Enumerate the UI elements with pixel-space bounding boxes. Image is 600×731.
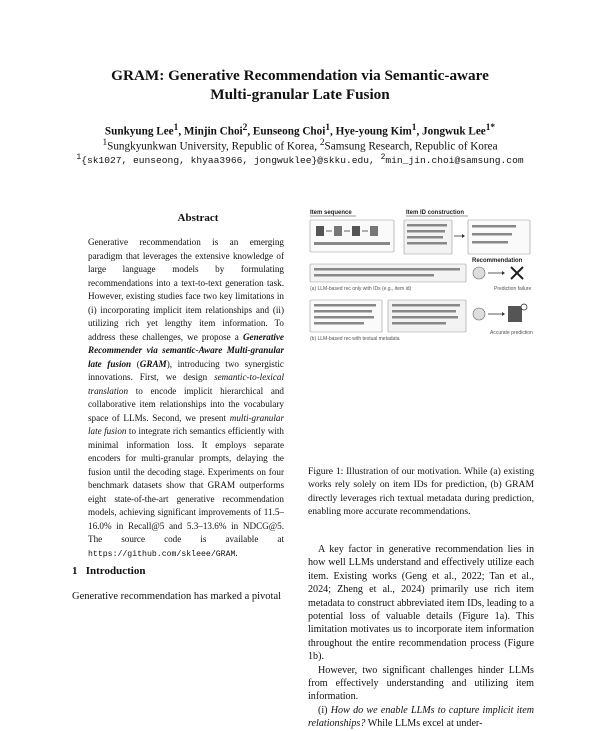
introduction-right-column xyxy=(308,543,534,731)
scribble-text xyxy=(314,322,364,325)
arrow-icon xyxy=(502,271,505,275)
author-affil-sup: 1* xyxy=(485,123,496,133)
author-name: Sunkyung Lee xyxy=(104,125,174,138)
scribble-text xyxy=(472,225,516,228)
arrow-icon xyxy=(462,234,465,238)
abstract-heading: Abstract xyxy=(177,212,219,224)
figure-label-a: (a) LLM-based rec only with IDs (e.g., item id) xyxy=(310,286,412,292)
paper-title-line-1: GRAM: Generative Recommendation via Semantic-aware xyxy=(111,67,489,84)
author-affil-sup: 1 xyxy=(411,123,417,133)
abstract-text: . xyxy=(235,547,238,558)
check-icon xyxy=(521,304,527,310)
scribble-text xyxy=(314,316,374,319)
prompt-box-ids xyxy=(310,264,466,282)
author-name: Jongwuk Lee xyxy=(422,125,486,138)
scribble-text xyxy=(392,322,446,325)
accurate-prediction-label: Accurate prediction xyxy=(490,330,533,336)
product-icon xyxy=(316,226,324,236)
abstract-text: Generative recommendation is an emerging paradigm that leverages the extensive knowledge of large language models by formulating recommendations into a text-to-text generation task. However, existing studies face two key limitations in (i) incorporating implicit item relationships and (ii) utilizing rich yet lengthy item information. To address these challenges, we propose a xyxy=(88,237,284,342)
abstract-text: , introducing two synergistic innovations. First, we design xyxy=(88,358,284,382)
abstract-emphasis: semantic-to-lexical translation xyxy=(88,372,284,396)
scribble-text xyxy=(392,304,460,307)
llm-icon xyxy=(473,308,485,320)
scribble-text xyxy=(407,242,447,245)
section-number: 1 xyxy=(72,565,78,577)
llm-icon xyxy=(473,267,485,279)
paragraph: However, two significant challenges hinder LLMs from effectively understanding and utilizing item information. xyxy=(308,664,534,703)
question-italic: How do we enable LLMs to capture implicit item relationships? xyxy=(308,704,534,730)
author-affil-sup: 2 xyxy=(242,123,248,133)
author-name: Minjin Choi xyxy=(183,125,243,138)
scribble-text xyxy=(392,316,458,319)
gram-abbreviation: GRAM xyxy=(139,358,167,369)
product-icon xyxy=(352,226,360,236)
scribble-text xyxy=(314,310,372,313)
failure-x-icon xyxy=(511,267,523,279)
author-affil-sup: 1 xyxy=(325,123,331,133)
scribble-text xyxy=(407,224,447,227)
author-name: Eunseong Choi xyxy=(252,125,326,138)
scribble-text xyxy=(314,274,434,277)
emails xyxy=(30,151,570,168)
affil-sup: 1 xyxy=(102,138,108,148)
scribble-text xyxy=(472,233,512,236)
paper-title-line-2: Multi-granular Late Fusion xyxy=(210,86,390,103)
abstract-text: to integrate rich semantics efficiently with minimal information loss. It employs separate encoders for multi-granular prompts, delaying the fusion until the decoding stage. Experiments on four benchmark datasets show that GRAM outperforms eight state-of-the-art generative recommendation models, achieving significant improvements of 11.5–16.0% in Recall@5 and 5.3–13.6% in NDCG@5. The source code is available at xyxy=(88,426,284,544)
scribble-text xyxy=(407,236,443,239)
figure-1-caption: Figure 1: Illustration of our motivation. While (a) existing works rely solely on item IDs for prediction, (b) GRAM directly leverages rich textual metadata during prediction, enabling more accurate recommendations. xyxy=(308,466,534,518)
email-sup: 1 xyxy=(76,153,82,162)
product-icon xyxy=(334,226,342,236)
email-sup: 2 xyxy=(380,153,386,162)
figure-label-item-id-construction: Item ID construction xyxy=(406,210,465,216)
prediction-failure-label: Prediction failure xyxy=(494,286,532,292)
affiliation-1: Sungkyunkwan University, Republic of Korea, xyxy=(107,140,318,153)
scribble-text xyxy=(314,242,390,245)
gram-full-name: Generative Recommender via semantic-Aware Multi-granular late fusion xyxy=(88,331,284,369)
author-affil-sup: 1 xyxy=(173,123,179,133)
figure-label-recommendation: Recommendation xyxy=(472,258,523,264)
source-code-link[interactable]: https://github.com/skleee/GRAM xyxy=(88,549,236,559)
product-icon xyxy=(370,226,378,236)
abstract-body: Generative recommendation is an emerging paradigm that leverages the extensive knowledge of large language models by formulating recommendations into a text-to-text generation task. However, existing studies face two key limitations in (i) incorporating implicit item relationships and (ii) utilizing rich yet lengthy item information. To address these challenges, we propose a Generative Recommender via semantic-Aware Multi-granular late fusion (GRAM), introducing two synergistic innovations. First, we design semantic-to-lexical translation to encode implicit hierarchical and collaborative item relationships into the vocabulary space of LLMs. Second, we present multi-granular late fusion to integrate rich semantics efficiently with minimal information loss. It employs separate encoders for multi-granular prompts, delaying the fusion until the decoding stage. Experiments on four benchmark datasets show that GRAM outperforms eight state-of-the-art generative recommendation models, achieving significant improvements of 11.5–16.0% in Recall@5 and 5.3–13.6% in NDCG@5. The source code is available at https://github.com/skleee/GRAM. xyxy=(88,237,284,559)
arrow-icon xyxy=(502,312,505,316)
email-2[interactable]: min_jin.choi@samsung.com xyxy=(385,155,524,167)
figure-1-illustration xyxy=(308,206,534,456)
intro-body: Generative recommendation has marked a pivotal xyxy=(72,591,282,602)
abstract-emphasis: multi-granular late fusion xyxy=(88,412,284,436)
figure-label-b: (b) LLM-based rec with textual metadata xyxy=(310,336,400,342)
paper-title xyxy=(40,66,560,104)
author-name: Hye-young Kim xyxy=(335,125,412,138)
product-icon xyxy=(508,306,522,322)
affiliation-2: Samsung Research, Republic of Korea xyxy=(324,140,498,153)
paragraph-prefix: (i) xyxy=(318,704,331,716)
section-heading-introduction xyxy=(72,565,145,577)
section-title: Introduction xyxy=(85,565,146,577)
scribble-text xyxy=(314,304,376,307)
scribble-text xyxy=(314,268,460,271)
author-list: Sunkyung Lee$^1$, Minjin Choi$^2$, Eunseong Choi$^1$, Hye-young Kim$^1$, Jongwuk Lee$^{1*}$ xyxy=(104,123,496,138)
abstract-text: to encode implicit hierarchical and collaborative item relationships into the vocabulary space of LLMs. Second, we present xyxy=(88,385,284,423)
email-1[interactable]: {sk1027, eunseong, khyaa3966, jongwuklee}@skku.edu, xyxy=(81,155,375,167)
scribble-text xyxy=(407,230,445,233)
affil-sup: 2 xyxy=(319,138,325,148)
paragraph-text: While LLMs excel at under- xyxy=(365,718,483,730)
scribble-text xyxy=(472,241,508,244)
scribble-text xyxy=(392,310,456,313)
paragraph xyxy=(308,704,534,731)
figure-label-item-sequence: Item sequence xyxy=(310,210,352,216)
figure-1 xyxy=(308,206,534,456)
paragraph: A key factor in generative recommendation lies in how well LLMs understand and effectively utilize each item. Existing works (Geng et al., 2022; Tan et al., 2024; Zheng et al., 2024) primarily use rich item metadata to construct abbreviated item IDs, leading to a potential loss of valuable details (Figure 1a). This limitation motivates us to incorporate item information throughout the entire recommendation process (Figure 1b). xyxy=(308,544,534,663)
